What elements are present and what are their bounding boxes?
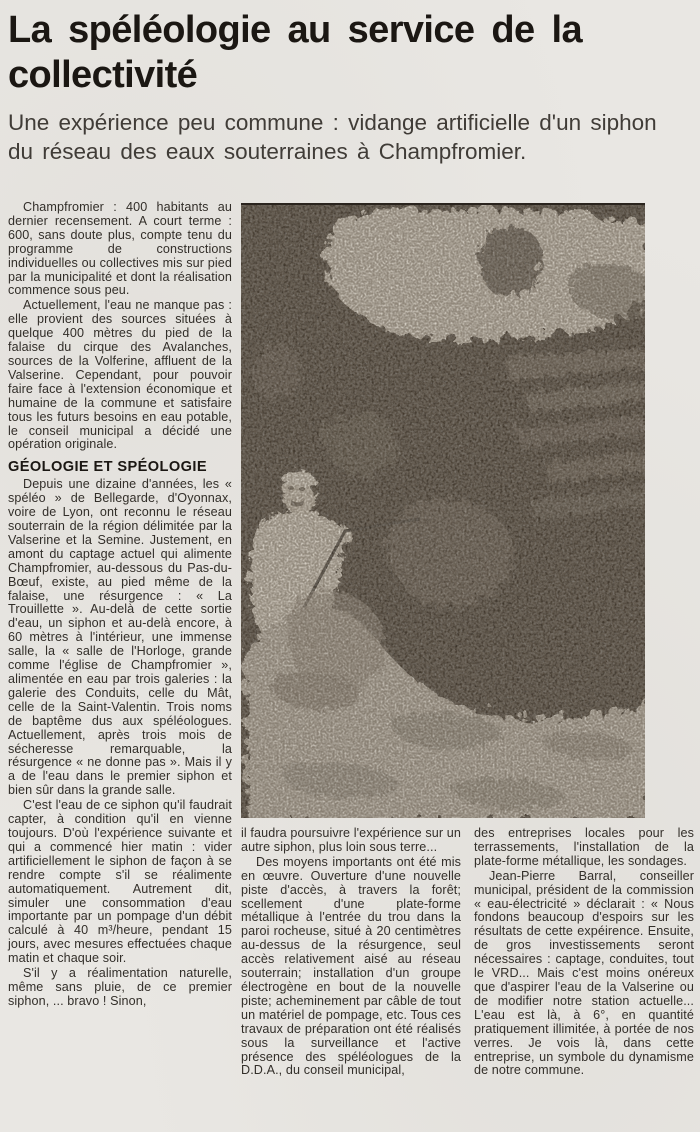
- body-paragraph: S'il y a réalimentation naturelle, même sans pluie, de ce premier siphon, ... bravo ! Sinon,: [8, 966, 232, 1008]
- body-paragraph: C'est l'eau de ce siphon qu'il faudrait capter, à condition qu'il en vienne toujours. D'où l'expérience suivante et qui a commencé hier matin : vider artificiellement le siphon de façon à se rendre compte s'il se réalimente automatiquement. Autrement dit, simuler une consommation d'eau importante par un pompage d'un débit calculé à 40 m³/heure, pendant 15 jours, avec mesures effectuées chaque matin et chaque soir.: [8, 798, 232, 966]
- photo-grain-dark: [241, 205, 645, 818]
- article-header: [0, 0, 700, 166]
- column-right-area: [241, 201, 695, 1132]
- body-paragraph: Depuis une dizaine d'années, les « spéléo » de Bellegarde, d'Oyonnax, voire de Lyon, ont reconnu le réseau souterrain de la région délimitée par la Valserine et la Semine. Justement, en amont du captage actuel qui alimente Champfromier, au-dessous du Pas-du-Bœuf, existe, au pied même de la falaise, une résurgence : « La Trouillette ». Au-delà de cette sortie d'eau, un siphon et au-delà encore, à 60 mètres à l'intérieur, une immense salle, la « salle de l'Horloge, grande comme l'église de Champfromier », alimentée en eau par trois galeries : la galerie des Conduits, celle du Mât, celle de la Saint-Valentin. Trois noms de baptême dus aux spéléologues. Actuellement, après trois mois de sécheresse remarquable, la résurgence « ne donne pas ». Mais il y a de l'eau dans le premier siphon et bien sûr dans la grande salle.: [8, 477, 232, 798]
- bottom-columns: [241, 827, 695, 1078]
- column-middle: [241, 827, 461, 1078]
- headline: La spéléologie au service de la collectivité: [8, 9, 582, 96]
- body-paragraph: des entreprises locales pour les terrassements, l'installation de la plate-forme métallique, les sondages.: [474, 826, 694, 868]
- cave-photo-illustration: [241, 205, 645, 818]
- subheadline: Une expérience peu commune : vidange artificielle d'un siphon du réseau des eaux souterraines à Champfromier.: [8, 109, 657, 164]
- column-right: [474, 827, 694, 1078]
- body-paragraph: Champfromier : 400 habitants au dernier recensement. A court terme : 600, sans doute plus, compte tenu du programme de constructions individuelles ou collectives mis sur pied par la municipalité et dont la réalisation commence sous peu.: [8, 200, 232, 298]
- column-left: [8, 201, 232, 1132]
- section-heading: GÉOLOGIE ET SPÉOLOGIE: [8, 459, 207, 476]
- article-body: [8, 201, 695, 1132]
- body-paragraph: Jean-Pierre Barral, conseiller municipal, président de la commission « eau-électricité » déclarait : « Nous fondons beaucoup d'espoirs sur les résultats de cette expéirence. Ensuite, de gros investissements seront nécessaires : captage, conduites, tout le VRD... Mais c'est moins onéreux que d'aspirer l'eau de la Valserine ou de modifier notre station actuelle... L'eau est là, à 6°, en quantité pratiquement illimitée, à portée de nos verres. Je vois là, dans cette entreprise, un symbole du dynamisme de notre commune.: [474, 868, 694, 1078]
- body-paragraph: Des moyens importants ont été mis en œuvre. Ouverture d'une nouvelle piste d'accès, à travers la forêt; scellement d'une plate-forme métallique à l'entrée du trou dans la paroi rocheuse, situé à 20 centimètres au-dessus de la résurgence, seul accès relativement aisé au réseau souterrain; installation d'un groupe électrogène en bout de la nouvelle piste; acheminement par câble de tout un matériel de pompage, etc. Tous ces travaux de préparation ont été réalisés sous la surveillance et l'active présence des spéléologues de la D.D.A., du conseil municipal,: [241, 854, 461, 1078]
- cave-photo: [241, 203, 645, 818]
- body-paragraph: Actuellement, l'eau ne manque pas : elle provient des sources situées à quelque 400 mètres du pied de la falaise du cirque des Avalanches, sources de la Volferine, affluent de la Valserine. Cependant, pour pouvoir faire face à l'extension économique et humaine de la commune et satisfaire tous les futurs besoins en eau potable, le conseil municipal a décidé une opération originale.: [8, 298, 232, 452]
- body-paragraph: il faudra poursuivre l'expérience sur un autre siphon, plus loin sous terre...: [241, 826, 461, 854]
